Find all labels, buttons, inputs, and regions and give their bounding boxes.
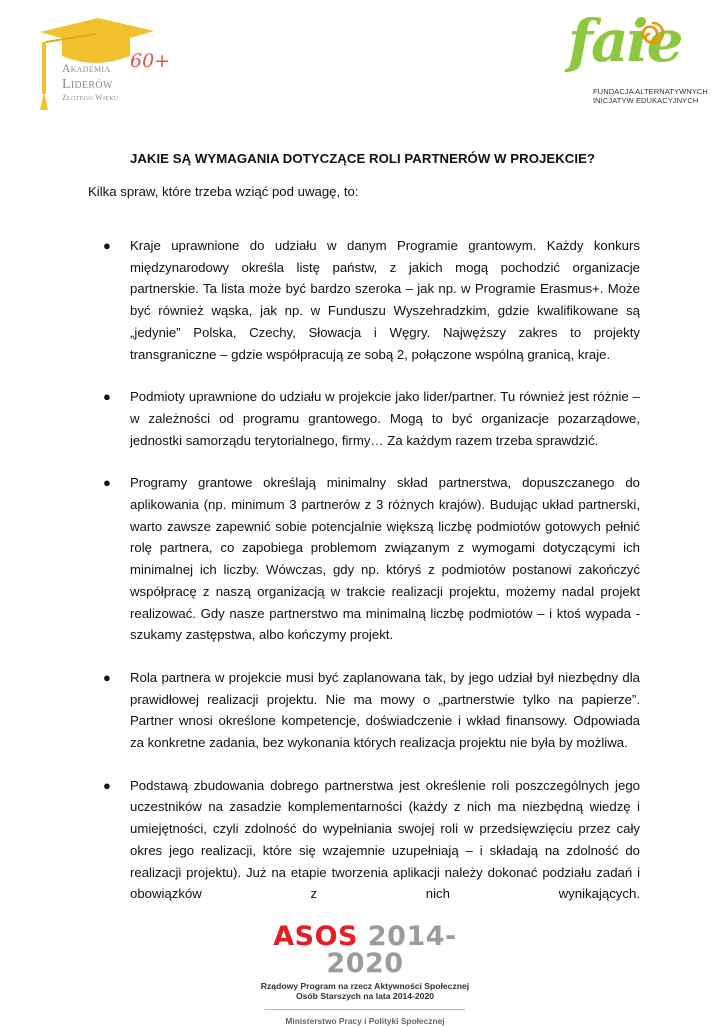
akademia-line2: Liderów: [62, 76, 113, 92]
list-item-text: Podstawą zbudowania dobrego partnerstwa jest określenie roli poszczególnych jego uczestników na zasadzie komplementarności (każdy z nich ma niezbędną wiedzę i umiejętności, czyli zdolność do wypełniania swojej roli w przedsięwzięciu przez cały okres jego realizacji, które się wzajemnie uzupełniają – i składają na zdolność do realizacji projektu). Już na etapie tworzenia aplikacji należy dokonać podziału zadań i obowiązków z nich wynikających.: [130, 777, 640, 902]
bullet-icon: ●: [103, 475, 111, 491]
page-title: JAKIE SĄ WYMAGANIA DOTYCZĄCE ROLI PARTNERÓW W PROJEKCIE?: [129, 151, 596, 166]
bullet-icon: ●: [103, 777, 111, 793]
requirements-list: [100, 235, 640, 926]
akademia-line3: Złotego Wieku: [62, 92, 119, 102]
list-item: [100, 472, 640, 646]
list-item: [100, 667, 640, 754]
faie-subtitle: [593, 88, 708, 105]
asos-wordmark: [240, 923, 490, 977]
asos-years: 2014-2020: [326, 921, 457, 979]
faie-wordmark: faie: [568, 7, 682, 75]
asos-footer-logo: [240, 923, 490, 1026]
asos-program-line2: Osób Starszych na lata 2014-2020: [295, 990, 435, 1001]
list-item-text: Rola partnera w projekcie musi być zaplanowana tak, by jego udział był niezbędny dla prawidłowej realizacji projektu. Nie ma mowy o „partnerstwie tylko na papierze”. Partner wnosi określone kompetencje, doświadczenie i wkład finansowy. Odpowiada za konkretne zadania, bez wykonania których realizacja projektu nie była by możliwa.: [130, 669, 640, 751]
faie-swirl-icon: [640, 20, 666, 46]
bullet-icon: ●: [103, 669, 111, 685]
faie-sub-line2: INICJATYW EDUKACYJNYCH: [593, 95, 699, 105]
list-item: [100, 386, 640, 451]
ministry-name: Ministerstwo Pracy i Polityki Społecznej: [285, 1015, 445, 1026]
intro-text: Kilka spraw, które trzeba wziąć pod uwagę, to:: [88, 184, 359, 199]
akademia-line1: Akademia: [62, 63, 111, 75]
list-item-text: Podmioty uprawnione do udziału w projekcie jako lider/partner. Tu również jest różnie – w zależności od programu grantowego. Mogą to być organizacje pozarządowe, jednostki samorządu terytorialnego, firmy… Za każdym razem trzeba sprawdzić.: [130, 389, 640, 448]
footer-divider: [265, 1009, 465, 1010]
faie-sub-line1: FUNDACJA ALTERNATYWNYCH: [593, 87, 708, 96]
list-item-text: Kraje uprawnione do udziału w danym Programie grantowym. Każdy konkurs międzynarodowy określa listę państw, z jakich mogą pochodzić organizacje partnerskie. Ta lista może być bardzo szeroka – jak np. w Programie Erasmus+. Może być również wąska, jak np. w Funduszu Wyszehradzkim, gdzie kwalifikowane są „jedynie” Polska, Czechy, Słowacja i Węgry. Najwęższy zakres to projekty transgraniczne – gdzie współpracują ze sobą 2, połączone wspólną granicą, kraje.: [130, 238, 640, 362]
asos-word: ASOS: [273, 921, 358, 952]
akademia-60-badge: 60+: [130, 50, 171, 72]
list-item: [100, 775, 640, 905]
asos-program-line1: Rządowy Program na rzecz Aktywności Społecznej: [260, 981, 470, 991]
bullet-icon: ●: [103, 389, 111, 405]
bullet-icon: ●: [103, 238, 111, 253]
list-item-text: Programy grantowe określają minimalny skład partnerstwa, dopuszczanego do aplikowania (np. minimum 3 partnerów z 3 różnych krajów). Budując układ partnerski, warto zawsze zapewnić sobie potencjalnie większą liczbę podmiotów gotowych pełnić rolę partnera, co zapobiega problemom związanym z wymogami dotyczącymi ich minimalnej ich liczby. Wówczas, gdy np. któryś z podmiotów postanowi zakończyć współpracę z naszą organizacją w trakcie realizacji projektu, możemy nadal projekt realizować. Gdy nasze partnerstwo ma minimalną liczbę podmiotów – i ktoś wypada - szukamy zastępstwa, albo kończymy projekt.: [130, 475, 640, 643]
list-item: [100, 235, 640, 365]
